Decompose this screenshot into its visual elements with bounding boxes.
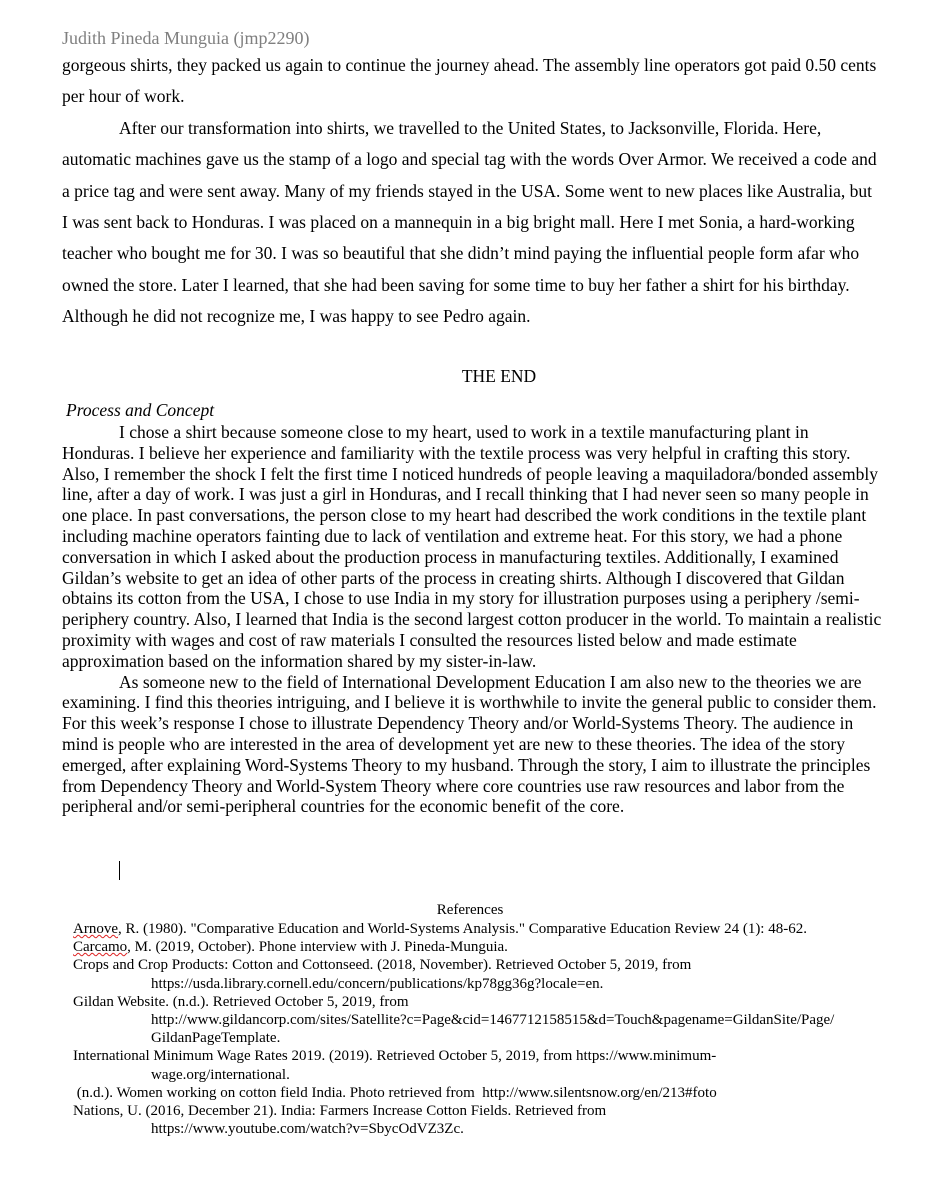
reference-text: Nations, U. (2016, December 21). India: Farmers Increase Cotton Fields. Retrieved from	[73, 1103, 607, 1120]
misspelled-word: Arnove	[73, 921, 118, 937]
reference-text: Gildan Website. (n.d.). Retrieved October 5, 2019, from	[73, 993, 409, 1010]
reference-text: , M. (2019, October). Phone interview with J. Pineda-Munguia.	[127, 939, 508, 956]
reference-item	[73, 1102, 883, 1138]
reference-url: GildanPageTemplate.	[151, 1030, 281, 1047]
story-paragraph: gorgeous shirts, they packed us again to continue the journey ahead. The assembly line operators got paid 0.50 cents per hour of work.	[62, 55, 877, 107]
process-paragraph: As someone new to the field of International Development Education I am also new to the theories we are examining. I find this theories intriguing, and I believe it is worthwhile to invite the general public to consider them. For this week’s response I chose to illustrate Dependency Theory and/or World-Systems Theory. The audience in mind is people who are interested in the area of development yet are new to these theories. The idea of the story emerged, after explaining Word-Systems Theory to my husband. Through the story, I aim to illustrate the principles from Dependency Theory and World-System Theory where core countries use raw resources and labor from the peripheral and/or semi-peripheral countries for the economic benefit of the core.	[62, 671, 877, 817]
process-concept-heading: Process and Concept	[66, 400, 215, 420]
reference-item: (n.d.). Women working on cotton field India. Photo retrieved from http://www.silentsnow.org/en/213#foto	[73, 1084, 717, 1101]
reference-text: International Minimum Wage Rates 2019. (2019). Retrieved October 5, 2019, from https://www.minimum-	[73, 1048, 717, 1065]
reference-item	[73, 956, 883, 992]
misspelled-word: Carcamo	[73, 939, 128, 956]
reference-item	[73, 993, 883, 1048]
process-body	[62, 422, 882, 817]
references-heading: References	[436, 902, 504, 918]
process-paragraph: I chose a shirt because someone close to my heart, used to work in a textile manufacturing plant in Honduras. I believe her experience and familiarity with the textile process was very helpful in crafting this story. Also, I remember the shock I felt the first time I noticed hundreds of people leaving a maquiladora/bonded assembly line, after a day of work. I was just a girl in Honduras, and I recall thinking that I had never seen so many people in one place. In past conversations, the person close to my heart had described the work conditions in the textile plant including machine operators fainting due to lack of ventilation and extreme heat. For this story, we had a phone conversation in which I asked about the production process in manufacturing textiles. Additionally, I examined Gildan’s website to get an idea of other parts of the process in creating shirts. Although I discovered that Gildan obtains its cotton from the USA, I chose to use India in my story for illustration purposes using a periphery /semi-periphery country. Also, I learned that India is the second largest cotton producer in the world. To maintain a realistic proximity with wages and cost of raw materials I consulted the resources listed below and made estimate approximation based on the information shared by my sister-in-law.	[62, 422, 882, 671]
reference-url: https://usda.library.cornell.edu/concern/publications/kp78gg36g?locale=en.	[151, 975, 604, 992]
document-header: Judith Pineda Munguia (jmp2290)	[62, 28, 310, 48]
reference-url: wage.org/international.	[151, 1066, 290, 1083]
story-paragraph: After our transformation into shirts, we travelled to the United States, to Jacksonville, Florida. Here, automatic machines gave us the stamp of a logo and special tag with the words Over Armor. We received a code and a price tag and were sent away. Many of my friends stayed in the USA. Some went to new places like Australia, but I was sent back to Honduras. I was placed on a mannequin in a big bright mall. Here I met Sonia, a hard-working teacher who bought me for 30. I was so beautiful that she didn’t mind paying the influential people form afar who owned the store. Later I learned, that she had been saving for some time to buy her father a shirt for his birthday. Although he did not recognize me, I was happy to see Pedro again.	[62, 117, 877, 327]
the-end-heading: THE END	[461, 366, 537, 386]
reference-item	[73, 920, 883, 938]
story-body	[62, 50, 882, 333]
text-cursor[interactable]	[119, 861, 120, 880]
reference-text: Crops and Crop Products: Cotton and Cottonseed. (2018, November). Retrieved October 5, 2019, from	[73, 957, 692, 974]
reference-url: https://www.youtube.com/watch?v=SbycOdVZ3Zc.	[151, 1121, 464, 1138]
reference-url: http://www.gildancorp.com/sites/Satellite?c=Page&cid=1467712158515&d=Touch&pagename=GildanSite/Page/	[151, 1012, 835, 1029]
reference-text: , R. (1980). "Comparative Education and World-Systems Analysis." Comparative Education Review 24 (1): 48-62.	[118, 921, 807, 937]
reference-item	[73, 1047, 883, 1083]
references-list	[73, 920, 883, 1138]
reference-item	[73, 938, 883, 956]
